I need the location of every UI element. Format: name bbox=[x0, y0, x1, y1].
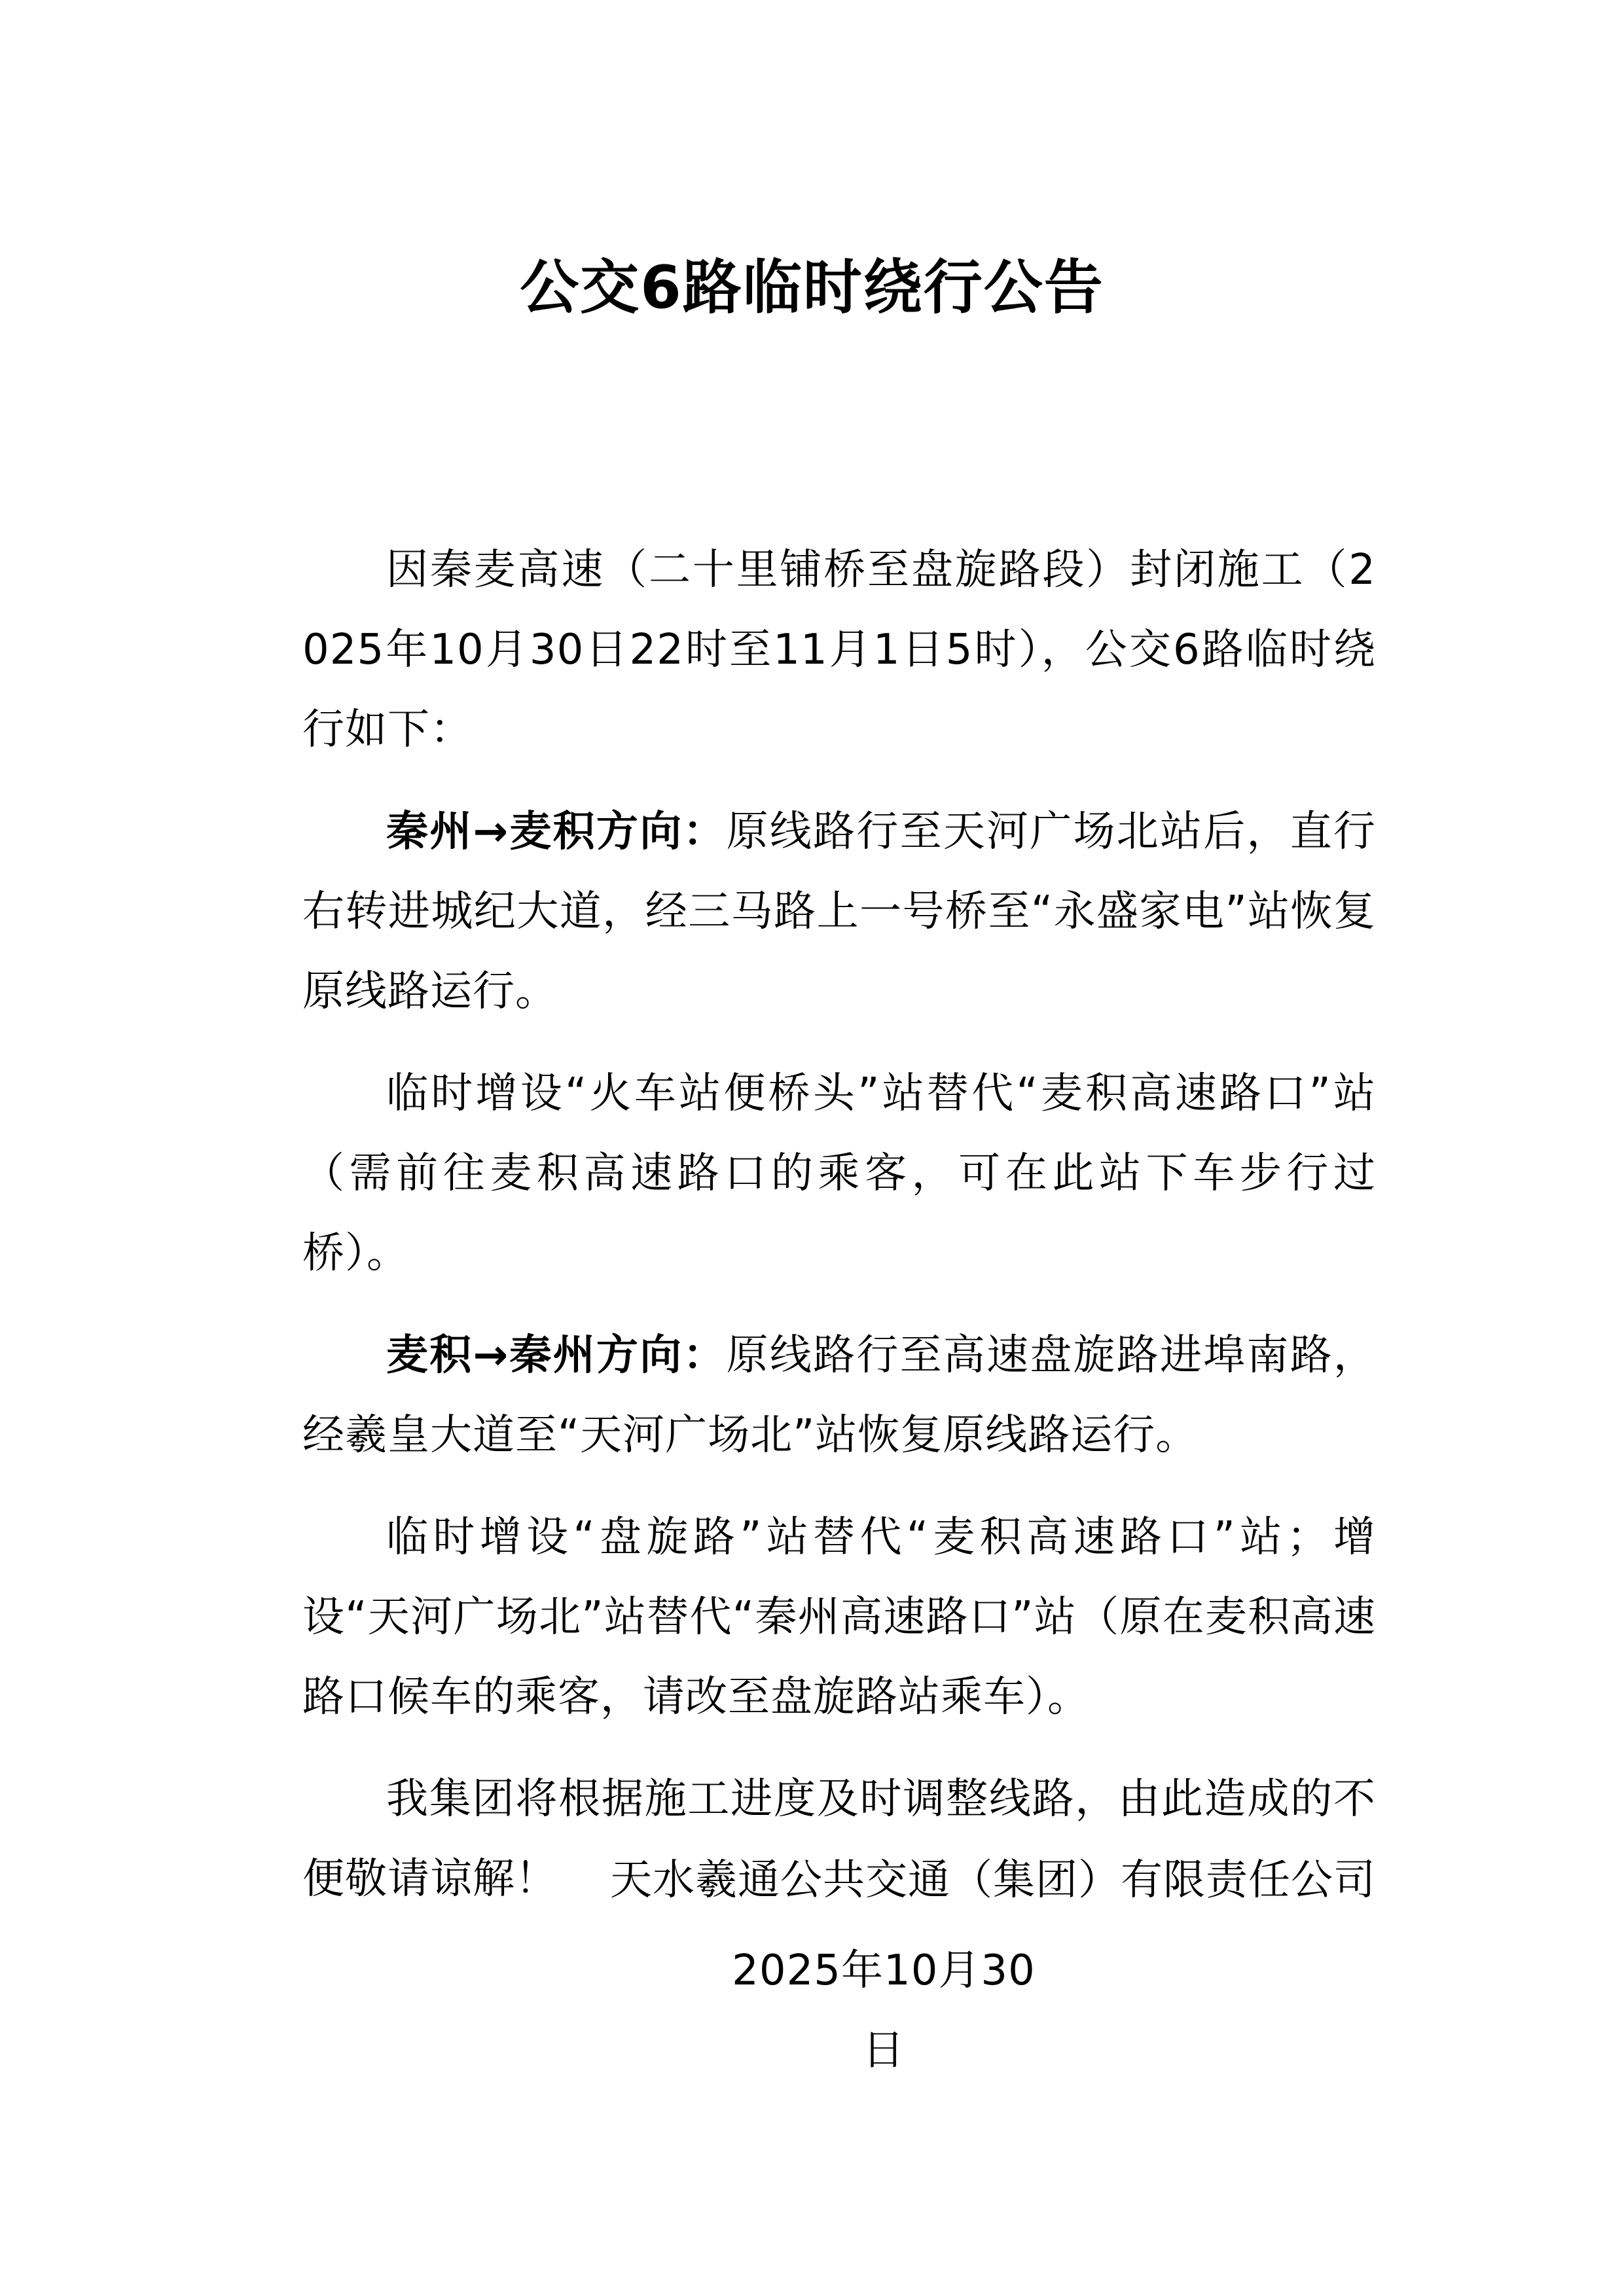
maiji-to-qinzhou-heading: 麦积→秦州方向： bbox=[386, 1331, 727, 1380]
qinzhou-to-maiji-heading: 秦州→麦积方向： bbox=[386, 808, 727, 856]
qinzhou-to-maiji-route: 原线路行至天河广场北站后，直行右转进城纪大道，经三马路上一号桥至“永盛家电”站恢复原线路运行。 bbox=[302, 808, 1377, 1016]
closing-paragraph: 我集团将根据施工进度及时调整线路，由此造成的不便敬请谅解！ bbox=[302, 1775, 1376, 1903]
maiji-to-qinzhou-stops-paragraph: 临时增设“盘旋路”站替代“麦积高速路口”站；增设“天河广场北”站替代“秦州高速路口”站（原在麦积高速路口候车的乘客，请改至盘旋路站乘车）。 bbox=[302, 1513, 1376, 1721]
issue-date: 2025年10月30日 bbox=[732, 1946, 1036, 2075]
qinzhou-to-maiji-stops-paragraph: 临时增设“火车站便桥头”站替代“麦积高速路口”站（需前往麦积高速路口的乘客，可在此站下车步行过桥）。 bbox=[302, 1069, 1376, 1278]
notice-body bbox=[302, 530, 1376, 1941]
maiji-to-qinzhou-paragraph bbox=[302, 1316, 1376, 1475]
intro-paragraph: 因秦麦高速（二十里铺桥至盘旋路段）封闭施工（2025年10月30日22时至11月1日5时），公交6路临时绕行如下： bbox=[302, 546, 1376, 754]
maiji-to-qinzhou-route: 原线路行至高速盘旋路进埠南路，经羲皇大道至“天河广场北”站恢复原线路运行。 bbox=[302, 1331, 1377, 1460]
qinzhou-to-maiji-paragraph bbox=[302, 792, 1376, 1031]
issuer-signature: 天水羲通公共交通（集团）有限责任公司 bbox=[610, 1856, 1376, 1905]
notice-title: 公交6路临时绕行公告 bbox=[520, 253, 1104, 322]
